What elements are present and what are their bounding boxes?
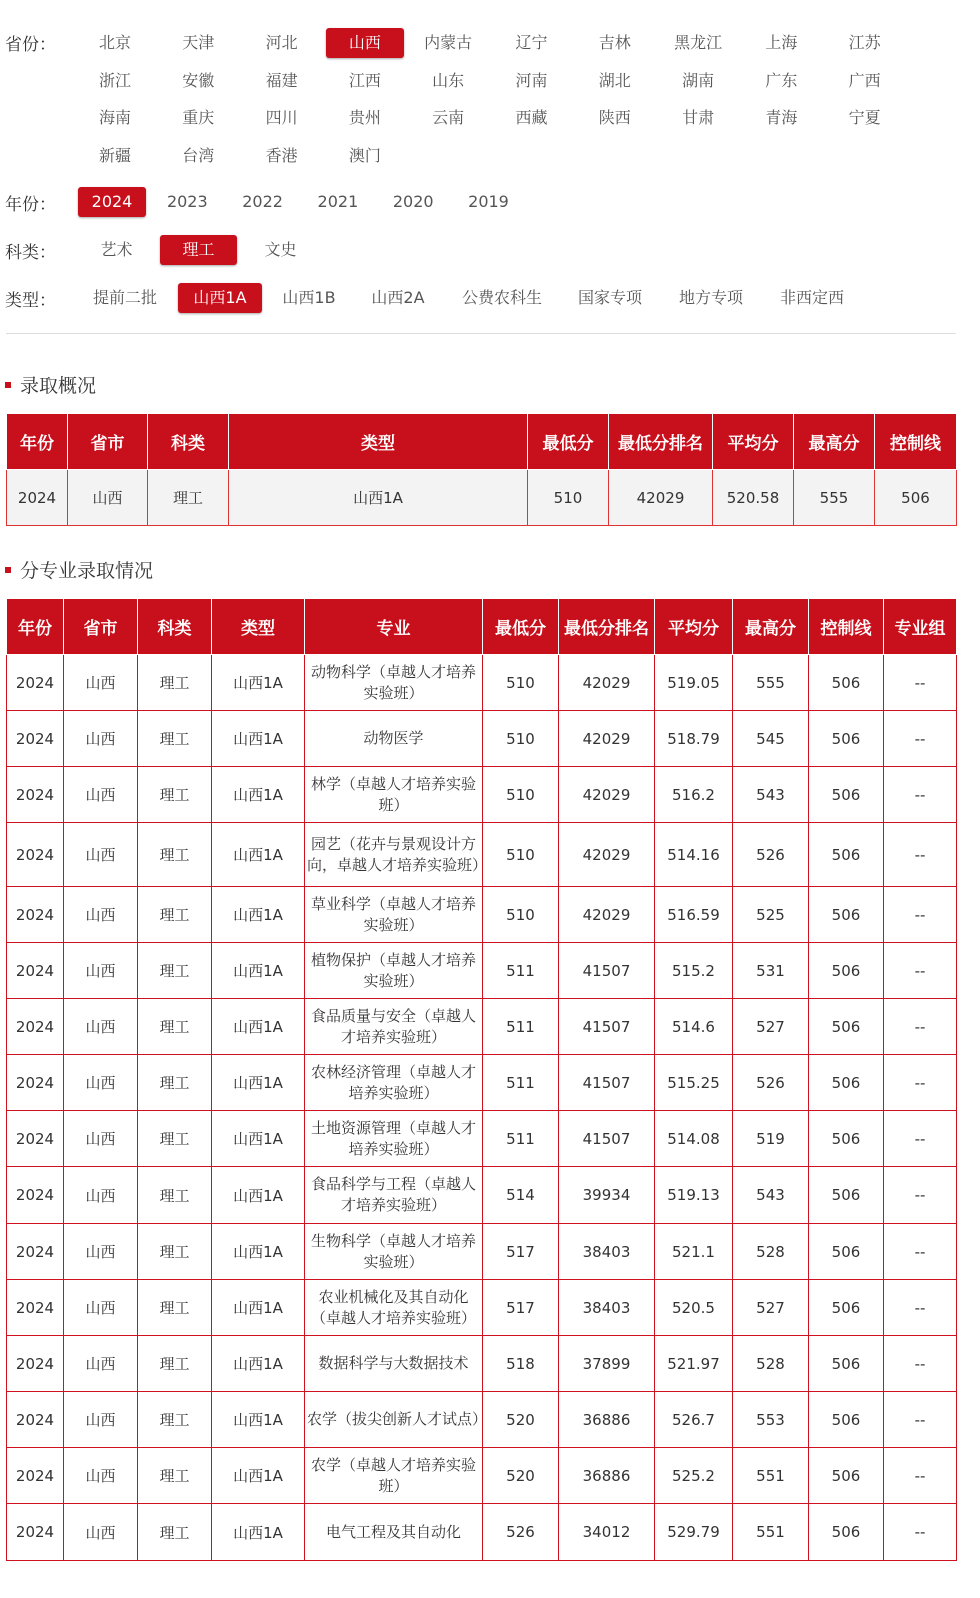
table-row (7, 1111, 957, 1167)
table-cell: -- (884, 1392, 957, 1448)
table-cell: 2024 (7, 1224, 64, 1280)
major-name-cell: 数据科学与大数据技术 (305, 1336, 483, 1392)
table-cell: 理工 (138, 655, 212, 711)
table-cell: 山西 (64, 823, 138, 887)
type-option[interactable]: 非西定西 (779, 288, 844, 307)
table-cell: -- (884, 823, 957, 887)
table-cell: -- (884, 767, 957, 823)
summary-cell: 555 (794, 470, 875, 526)
table-cell: 山西1A (212, 767, 305, 823)
table-cell: 2024 (7, 1055, 64, 1111)
year-filter-label: 年份： (5, 195, 56, 215)
table-cell: -- (884, 1504, 957, 1561)
major-name-cell: 农林经济管理（卓越人才培养实验班） (305, 1055, 483, 1111)
type-option[interactable]: 公费农科生 (461, 288, 542, 307)
summary-table (6, 413, 957, 526)
table-cell: 526 (733, 823, 809, 887)
summary-column-header: 最低分排名 (609, 414, 713, 470)
table-cell: 山西 (64, 1224, 138, 1280)
majors-column-header: 省市 (64, 599, 138, 655)
table-cell: 山西1A (212, 1055, 305, 1111)
table-cell: 506 (809, 1504, 884, 1561)
province-option[interactable]: 广西 (848, 70, 881, 90)
table-cell: 520 (483, 1448, 559, 1504)
table-cell: 506 (809, 823, 884, 887)
table-cell: 2024 (7, 1392, 64, 1448)
table-cell: 理工 (138, 767, 212, 823)
table-cell: -- (884, 1336, 957, 1392)
table-cell: 519.13 (655, 1167, 733, 1224)
table-cell: 506 (809, 1448, 884, 1504)
province-option[interactable]: 山西 (326, 28, 404, 58)
table-cell: 531 (733, 943, 809, 999)
table-cell: 理工 (138, 1448, 212, 1504)
table-cell: -- (884, 1167, 957, 1224)
table-cell: 516.2 (655, 767, 733, 823)
table-cell: 山西1A (212, 1111, 305, 1167)
table-cell: 41507 (559, 943, 655, 999)
table-cell: -- (884, 1111, 957, 1167)
summary-column-header: 年份 (7, 414, 68, 470)
table-cell: 理工 (138, 1224, 212, 1280)
table-cell: 2024 (7, 711, 64, 767)
major-name-cell: 农业机械化及其自动化（卓越人才培养实验班） (305, 1280, 483, 1336)
table-row (7, 711, 957, 767)
table-cell: -- (884, 1224, 957, 1280)
table-cell: 543 (733, 1167, 809, 1224)
table-row (7, 943, 957, 999)
province-option[interactable]: 湖南 (682, 70, 715, 90)
table-cell: 529.79 (655, 1504, 733, 1561)
table-cell: 山西1A (212, 711, 305, 767)
table-cell: 555 (733, 655, 809, 711)
majors-column-header: 年份 (7, 599, 64, 655)
table-cell: 山西 (64, 1055, 138, 1111)
province-option[interactable]: 新疆 (98, 145, 131, 165)
table-cell: 理工 (138, 823, 212, 887)
summary-column-header: 类型 (229, 414, 528, 470)
table-cell: 519 (733, 1111, 809, 1167)
table-cell: 山西 (64, 1167, 138, 1224)
majors-section-title (5, 556, 153, 583)
table-cell: 516.59 (655, 887, 733, 943)
subject-option[interactable]: 理工 (160, 235, 237, 265)
summary-row (7, 470, 957, 526)
table-cell: 理工 (138, 1167, 212, 1224)
table-cell: 527 (733, 1280, 809, 1336)
table-cell: 506 (809, 1336, 884, 1392)
province-option[interactable]: 甘肃 (682, 108, 715, 127)
table-cell: 518 (483, 1336, 559, 1392)
summary-cell: 山西 (68, 470, 148, 526)
table-cell: -- (884, 1055, 957, 1111)
province-option[interactable]: 吉林 (598, 33, 631, 52)
province-option[interactable]: 四川 (265, 108, 298, 127)
province-option[interactable]: 辽宁 (515, 33, 548, 52)
table-cell: 514 (483, 1167, 559, 1224)
summary-title-text: 录取概况 (20, 375, 97, 397)
table-cell: 521.1 (655, 1224, 733, 1280)
table-cell: 山西1A (212, 1224, 305, 1280)
table-cell: 2024 (7, 1111, 64, 1167)
major-name-cell: 生物科学（卓越人才培养实验班） (305, 1224, 483, 1280)
table-cell: 42029 (559, 823, 655, 887)
table-cell: 2024 (7, 999, 64, 1055)
province-option[interactable]: 北京 (98, 33, 131, 52)
table-cell: 39934 (559, 1167, 655, 1224)
table-cell: 515.25 (655, 1055, 733, 1111)
table-cell: 42029 (559, 887, 655, 943)
table-cell: 2024 (7, 1167, 64, 1224)
major-name-cell: 动物科学（卓越人才培养实验班） (305, 655, 483, 711)
table-cell: 510 (483, 823, 559, 887)
majors-column-header: 专业组 (884, 599, 957, 655)
type-option[interactable]: 山西1B (282, 288, 336, 307)
table-cell: -- (884, 887, 957, 943)
province-option[interactable]: 海南 (98, 108, 131, 127)
table-cell: 506 (809, 1280, 884, 1336)
table-cell: 山西 (64, 655, 138, 711)
province-option[interactable]: 贵州 (348, 108, 381, 127)
table-row (7, 655, 957, 711)
table-cell: 506 (809, 1224, 884, 1280)
table-cell: 506 (809, 1055, 884, 1111)
summary-cell: 山西1A (229, 470, 528, 526)
table-cell: 山西 (64, 711, 138, 767)
summary-column-header: 科类 (148, 414, 229, 470)
table-cell: 山西 (64, 887, 138, 943)
table-cell: 506 (809, 1392, 884, 1448)
table-cell: -- (884, 943, 957, 999)
table-cell: 41507 (559, 999, 655, 1055)
province-option[interactable]: 河南 (515, 70, 548, 90)
major-name-cell: 电气工程及其自动化 (305, 1504, 483, 1561)
type-option[interactable]: 地方专项 (678, 288, 743, 307)
majors-table (6, 598, 957, 1561)
table-cell: 511 (483, 999, 559, 1055)
table-cell: 山西1A (212, 1336, 305, 1392)
section-bullet-icon (5, 567, 11, 573)
table-row (7, 1336, 957, 1392)
table-cell: 526 (483, 1504, 559, 1561)
table-cell: 520 (483, 1392, 559, 1448)
table-cell: 42029 (559, 767, 655, 823)
province-option[interactable]: 澳门 (348, 145, 381, 165)
type-option[interactable]: 山西2A (371, 288, 425, 307)
table-cell: 551 (733, 1504, 809, 1561)
year-option[interactable]: 2021 (317, 192, 359, 211)
province-option[interactable]: 安徽 (182, 70, 215, 90)
year-option[interactable]: 2020 (392, 192, 434, 211)
table-cell: 理工 (138, 943, 212, 999)
major-name-cell: 林学（卓越人才培养实验班） (305, 767, 483, 823)
major-name-cell: 农学（拔尖创新人才试点） (305, 1392, 483, 1448)
summary-cell: 506 (875, 470, 957, 526)
table-cell: 506 (809, 943, 884, 999)
subject-option[interactable]: 艺术 (100, 240, 133, 259)
table-cell: 36886 (559, 1448, 655, 1504)
table-cell: 2024 (7, 1504, 64, 1561)
table-cell: 山西 (64, 1448, 138, 1504)
majors-column-header: 控制线 (809, 599, 884, 655)
majors-column-header: 平均分 (655, 599, 733, 655)
majors-column-header: 专业 (305, 599, 483, 655)
summary-column-header: 最高分 (794, 414, 875, 470)
table-row (7, 999, 957, 1055)
province-option[interactable]: 河北 (265, 33, 298, 52)
table-row (7, 1504, 957, 1561)
type-option[interactable]: 国家专项 (577, 288, 642, 307)
table-cell: 37899 (559, 1336, 655, 1392)
table-cell: 526.7 (655, 1392, 733, 1448)
table-cell: 理工 (138, 1392, 212, 1448)
summary-cell: 理工 (148, 470, 229, 526)
table-cell: 山西1A (212, 999, 305, 1055)
major-name-cell: 园艺（花卉与景观设计方向，卓越人才培养实验班） (305, 823, 483, 887)
table-cell: 41507 (559, 1111, 655, 1167)
province-filter-label: 省份： (5, 35, 56, 55)
table-cell: 527 (733, 999, 809, 1055)
table-cell: 506 (809, 999, 884, 1055)
majors-table-body (7, 655, 957, 1561)
table-cell: 理工 (138, 1336, 212, 1392)
table-cell: 山西1A (212, 1448, 305, 1504)
majors-column-header: 科类 (138, 599, 212, 655)
table-cell: 519.05 (655, 655, 733, 711)
year-option[interactable]: 2023 (166, 192, 208, 211)
year-option[interactable]: 2019 (468, 192, 509, 211)
table-cell: 506 (809, 767, 884, 823)
table-cell: 525 (733, 887, 809, 943)
table-cell: 545 (733, 711, 809, 767)
table-cell: 517 (483, 1280, 559, 1336)
table-cell: 506 (809, 655, 884, 711)
table-cell: 38403 (559, 1280, 655, 1336)
table-cell: 510 (483, 887, 559, 943)
province-option[interactable]: 浙江 (98, 70, 131, 90)
province-option[interactable]: 黑龙江 (674, 33, 723, 52)
table-cell: 山西 (64, 1111, 138, 1167)
table-cell: 山西 (64, 1336, 138, 1392)
table-cell: 506 (809, 711, 884, 767)
province-option[interactable]: 湖北 (598, 70, 631, 90)
table-row (7, 823, 957, 887)
table-cell: 理工 (138, 1055, 212, 1111)
province-option[interactable]: 重庆 (182, 108, 215, 127)
table-cell: 520.5 (655, 1280, 733, 1336)
table-cell: 514.08 (655, 1111, 733, 1167)
table-cell: 511 (483, 1111, 559, 1167)
table-row (7, 1392, 957, 1448)
table-cell: 山西1A (212, 655, 305, 711)
table-row (7, 1280, 957, 1336)
table-cell: 42029 (559, 655, 655, 711)
table-row (7, 1448, 957, 1504)
table-cell: 517 (483, 1224, 559, 1280)
table-cell: 理工 (138, 711, 212, 767)
table-cell: 510 (483, 655, 559, 711)
table-cell: 525.2 (655, 1448, 733, 1504)
major-name-cell: 土地资源管理（卓越人才培养实验班） (305, 1111, 483, 1167)
province-option[interactable]: 台湾 (182, 145, 215, 165)
table-cell: 2024 (7, 1280, 64, 1336)
table-cell: 528 (733, 1224, 809, 1280)
table-cell: 34012 (559, 1504, 655, 1561)
table-cell: 理工 (138, 1111, 212, 1167)
table-cell: 518.79 (655, 711, 733, 767)
summary-header-row (7, 414, 957, 470)
summary-column-header: 省市 (68, 414, 148, 470)
province-option[interactable]: 陕西 (598, 108, 631, 127)
summary-cell: 510 (528, 470, 609, 526)
summary-section-title (5, 371, 96, 398)
summary-cell: 42029 (609, 470, 713, 526)
province-option[interactable]: 西藏 (515, 108, 548, 127)
table-cell: 山西 (64, 1280, 138, 1336)
table-cell: 山西1A (212, 1167, 305, 1224)
major-name-cell: 动物医学 (305, 711, 483, 767)
majors-column-header: 最高分 (733, 599, 809, 655)
table-cell: 528 (733, 1336, 809, 1392)
table-cell: 山西 (64, 767, 138, 823)
summary-cell: 520.58 (713, 470, 794, 526)
table-cell: 2024 (7, 887, 64, 943)
table-cell: -- (884, 1280, 957, 1336)
table-cell: 551 (733, 1448, 809, 1504)
province-option[interactable]: 山东 (432, 70, 465, 90)
summary-cell: 2024 (7, 470, 68, 526)
table-row (7, 1167, 957, 1224)
major-name-cell: 食品科学与工程（卓越人才培养实验班） (305, 1167, 483, 1224)
majors-header-row (7, 599, 957, 655)
table-cell: 山西 (64, 943, 138, 999)
subject-filter-label: 科类： (5, 243, 56, 263)
table-cell: 521.97 (655, 1336, 733, 1392)
major-name-cell: 食品质量与安全（卓越人才培养实验班） (305, 999, 483, 1055)
summary-column-header: 平均分 (713, 414, 794, 470)
table-row (7, 887, 957, 943)
province-option[interactable]: 福建 (265, 70, 298, 90)
table-cell: 41507 (559, 1055, 655, 1111)
table-cell: -- (884, 655, 957, 711)
table-cell: 2024 (7, 943, 64, 999)
table-cell: 山西 (64, 999, 138, 1055)
summary-column-header: 最低分 (528, 414, 609, 470)
province-option[interactable]: 天津 (182, 33, 215, 52)
table-cell: 2024 (7, 1448, 64, 1504)
table-cell: 山西1A (212, 943, 305, 999)
table-cell: -- (884, 999, 957, 1055)
major-name-cell: 农学（卓越人才培养实验班） (305, 1448, 483, 1504)
type-option[interactable]: 山西1A (178, 283, 262, 313)
table-cell: 理工 (138, 1504, 212, 1561)
province-option[interactable]: 上海 (765, 33, 798, 52)
province-option[interactable]: 广东 (765, 70, 798, 90)
major-name-cell: 草业科学（卓越人才培养实验班） (305, 887, 483, 943)
table-cell: 2024 (7, 1336, 64, 1392)
table-cell: 理工 (138, 999, 212, 1055)
majors-column-header: 类型 (212, 599, 305, 655)
year-option[interactable]: 2022 (242, 192, 283, 211)
table-cell: 理工 (138, 1280, 212, 1336)
majors-title-text: 分专业录取情况 (20, 560, 154, 582)
table-cell: 506 (809, 1167, 884, 1224)
table-cell: 515.2 (655, 943, 733, 999)
table-cell: 山西1A (212, 823, 305, 887)
province-option[interactable]: 内蒙古 (424, 33, 473, 52)
table-cell: 2024 (7, 767, 64, 823)
table-cell: 2024 (7, 655, 64, 711)
table-cell: 理工 (138, 887, 212, 943)
province-option[interactable]: 香港 (265, 145, 298, 165)
table-cell: 511 (483, 943, 559, 999)
table-cell: 山西 (64, 1504, 138, 1561)
type-filter-label: 类型： (5, 291, 56, 311)
table-cell: 38403 (559, 1224, 655, 1280)
table-cell: 526 (733, 1055, 809, 1111)
majors-column-header: 最低分排名 (559, 599, 655, 655)
table-cell: 514.6 (655, 999, 733, 1055)
table-cell: 510 (483, 767, 559, 823)
majors-column-header: 最低分 (483, 599, 559, 655)
summary-column-header: 控制线 (875, 414, 957, 470)
table-cell: 2024 (7, 823, 64, 887)
table-cell: 543 (733, 767, 809, 823)
province-option[interactable]: 江西 (348, 70, 381, 90)
table-row (7, 1224, 957, 1280)
table-cell: 514.16 (655, 823, 733, 887)
table-cell: 山西1A (212, 1504, 305, 1561)
table-cell: 36886 (559, 1392, 655, 1448)
filter-divider (6, 333, 956, 334)
table-cell: 506 (809, 1111, 884, 1167)
table-cell: -- (884, 1448, 957, 1504)
section-bullet-icon (5, 382, 11, 388)
province-option[interactable]: 青海 (765, 108, 798, 127)
table-cell: 511 (483, 1055, 559, 1111)
table-cell: 506 (809, 887, 884, 943)
major-name-cell: 植物保护（卓越人才培养实验班） (305, 943, 483, 999)
table-cell: 510 (483, 711, 559, 767)
table-cell: 山西1A (212, 887, 305, 943)
province-option[interactable]: 江苏 (848, 33, 881, 52)
table-cell: 山西1A (212, 1392, 305, 1448)
table-cell: 553 (733, 1392, 809, 1448)
table-cell: 山西 (64, 1392, 138, 1448)
table-cell: -- (884, 711, 957, 767)
subject-option[interactable]: 文史 (264, 240, 297, 259)
table-row (7, 1055, 957, 1111)
table-cell: 山西1A (212, 1280, 305, 1336)
province-option[interactable]: 宁夏 (848, 108, 881, 127)
table-cell: 42029 (559, 711, 655, 767)
table-row (7, 767, 957, 823)
type-option[interactable]: 提前二批 (92, 288, 157, 307)
year-option[interactable]: 2024 (78, 187, 146, 217)
province-option[interactable]: 云南 (432, 108, 465, 127)
